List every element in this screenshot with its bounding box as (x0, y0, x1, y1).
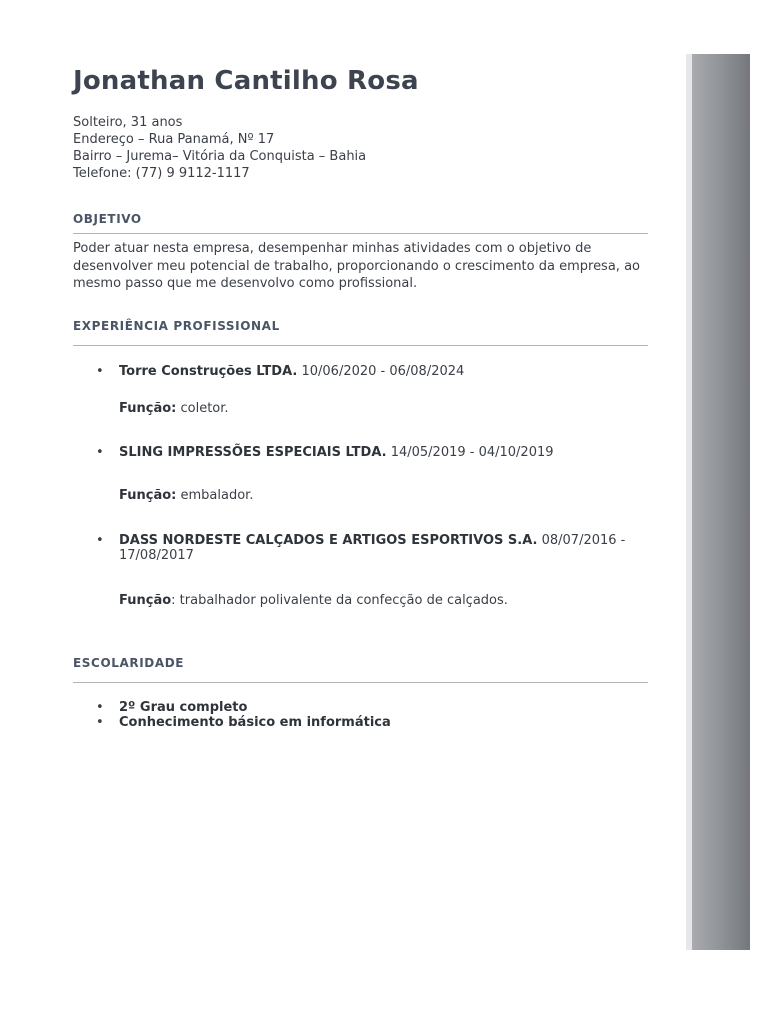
info-address: Endereço – Rua Panamá, Nº 17 (73, 132, 275, 147)
list-bullet: • (96, 715, 104, 730)
info-neighborhood: Bairro – Jurema– Vitória da Conquista – Bahia (73, 149, 367, 164)
info-phone: Telefone: (77) 9 9112-1117 (73, 166, 250, 181)
job-role (119, 593, 508, 608)
section-divider (73, 345, 648, 346)
job-role (119, 488, 253, 503)
list-bullet: • (96, 445, 104, 460)
job-entry (119, 533, 649, 563)
objective-text: Poder atuar nesta empresa, desempenhar minhas atividades com o objetivo de desenvolver meu potencial de trabalho, proporcionando o crescimento da empresa, ao mesmo passo que me desenvolvo como profissional. (73, 241, 640, 291)
job-entry (119, 445, 649, 460)
side-decoration-bar (692, 54, 750, 950)
list-bullet: • (96, 364, 104, 379)
role-value: : trabalhador polivalente da confecção de calçados. (171, 593, 508, 608)
list-bullet: • (96, 533, 104, 548)
job-period: 14/05/2019 - 04/10/2019 (390, 445, 554, 460)
role-value: embalador. (180, 488, 254, 503)
info-marital-age: Solteiro, 31 anos (73, 115, 183, 130)
section-divider (73, 682, 648, 683)
job-company: SLING IMPRESSÕES ESPECIAIS LTDA. (119, 445, 387, 460)
education-item: Conhecimento básico em informática (119, 715, 391, 730)
section-title-objective: OBJETIVO (73, 212, 142, 226)
job-role (119, 401, 229, 416)
list-bullet: • (96, 700, 104, 715)
job-period: 08/07/2016 - 17/08/2017 (119, 533, 626, 563)
section-divider (73, 233, 648, 234)
job-company: Torre Construções LTDA. (119, 364, 298, 379)
role-label: Função: (119, 488, 177, 503)
role-label: Função: (119, 401, 177, 416)
role-value: coletor. (180, 401, 229, 416)
personal-info (73, 114, 366, 182)
section-title-education: ESCOLARIDADE (73, 656, 185, 670)
job-company: DASS NORDESTE CALÇADOS E ARTIGOS ESPORTIVOS S.A. (119, 533, 538, 548)
education-item: 2º Grau completo (119, 700, 248, 715)
section-title-experience: EXPERIÊNCIA PROFISSIONAL (73, 319, 280, 333)
candidate-name: Jonathan Cantilho Rosa (73, 66, 419, 96)
job-entry (119, 364, 649, 379)
role-label: Função (119, 593, 172, 608)
job-period: 10/06/2020 - 06/08/2024 (301, 364, 465, 379)
